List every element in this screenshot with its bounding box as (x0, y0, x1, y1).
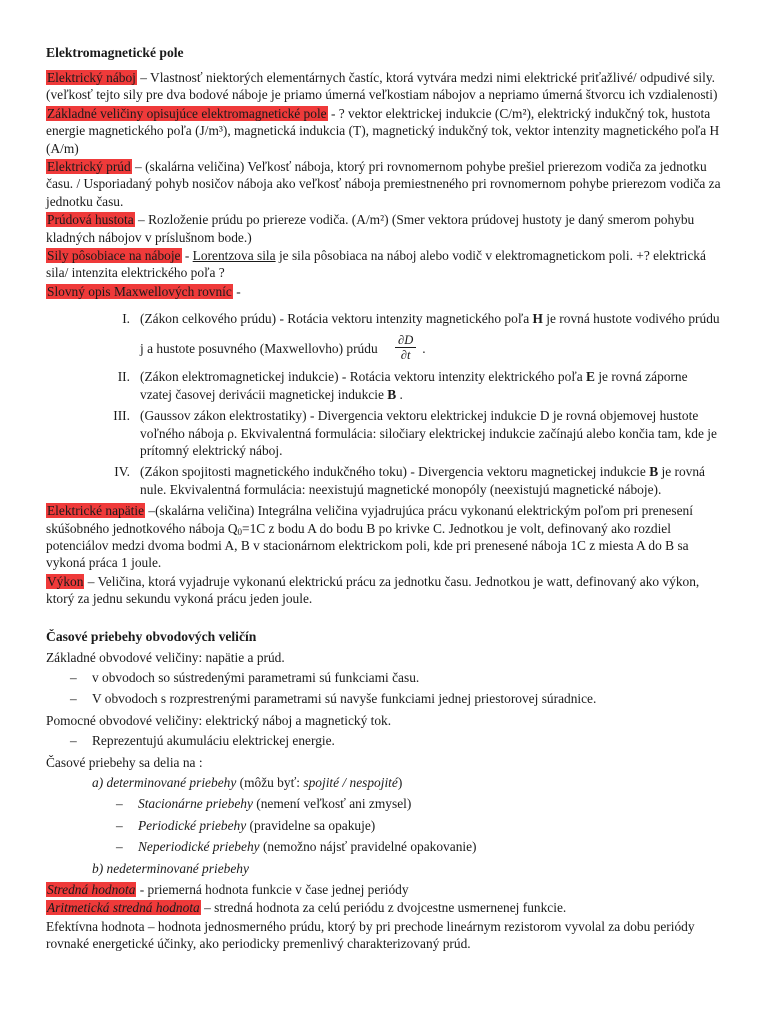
list-item (46, 368, 722, 403)
paragraph-elektricky-prud (46, 158, 722, 210)
item-text: (Zákon elektromagnetickej indukcie) - Rotácia vektoru intenzity elektrického poľa (140, 369, 587, 385)
list-item (46, 690, 722, 707)
subscript: 0 (237, 526, 243, 537)
category-options: spojité / nespojité (303, 775, 398, 790)
item-term: Neperiodické priebehy (138, 839, 260, 855)
highlighted-term: Elektrický náboj (47, 70, 136, 85)
list-item (46, 304, 722, 364)
dash-bullet: – (70, 669, 77, 685)
paragraph-zakladne-veliciny (46, 105, 722, 157)
item-text: v obvodoch so sústredenými parametrami sú funkciami času. (92, 669, 420, 685)
list-item (46, 732, 722, 749)
lorentz-link-text: Lorentzova sila (192, 248, 276, 264)
paragraph-aritmeticka-hodnota (46, 899, 722, 916)
paragraph-text: – Vlastnosť niektorých elementárnych častíc, ktorá vytvára medzi nimi elektrické priťažlivé/ odpudivé sily. (veľkosť tejto sily pre dva bodové náboje je priamo úmerná veľkostiam nábojov a nepriamo úmerná štvorcu ich vzdialenosti) (46, 70, 718, 103)
dash-list (46, 732, 722, 749)
highlighted-term: Sily pôsobiace na náboje (47, 248, 181, 264)
paragraph-text: – Veličina, ktorá vyjadruje vykonanú elektrickú prácu za jednotku času. Jednotkou je watt, definovaný ako výkon, ktorý za jednu sekundu vykoná prácu jeden joule. (46, 573, 700, 607)
list-item (46, 838, 722, 855)
paragraph-text: - (232, 283, 241, 299)
list-item (46, 407, 722, 459)
item-term: Stacionárne priebehy (138, 796, 253, 812)
dash-bullet: – (116, 817, 123, 833)
paragraph-text: –(skalárna veličina) Integrálna veličina vyjadrujúca prácu vykonanú elektrickým poľom pri prenesení skúšobného jednotkového náboja Q (46, 503, 693, 536)
highlighted-term: Stredná hodnota (47, 882, 136, 898)
item-term: Periodické priebehy (138, 817, 247, 833)
separator: - (181, 248, 193, 264)
paragraph-text: – Rozloženie prúdu po priereze vodiča. (A/m²) (Smer vektora prúdovej hustoty je daný smerom pohybu kladných nábojov v príslušnom bode.) (46, 212, 695, 245)
list-item (46, 669, 722, 686)
text-line: Časové priebehy sa delia na : (46, 754, 203, 770)
category-b: b) nedeterminované priebehy (92, 860, 249, 876)
section-heading-em-field: Elektromagnetické pole (46, 45, 184, 60)
paragraph-efektivna-hodnota: Efektívna hodnota – hodnota jednosmerného prúdu, ktorý by pri prechode lineárnym rezistorom vyvolal za dobu periódy rovnaké energetické účinky, ako periodicky premenlivý charakterizovaný prúd. (46, 918, 695, 952)
item-text: Reprezentujú akumuláciu elektrickej energie. (92, 733, 335, 749)
dash-bullet: – (70, 691, 77, 707)
item-text: (Zákon celkového prúdu) - Rotácia vektoru intenzity magnetického poľa (140, 311, 533, 327)
list-item (46, 795, 722, 812)
item-text: . (422, 341, 426, 357)
paragraph-sily (46, 247, 722, 282)
dash-bullet: – (116, 839, 123, 855)
item-text: (Gaussov zákon elektrostatiky) - Divergencia vektoru elektrickej indukcie D je rovná objemovej hustote voľného náboja ρ. Ekvivalentná formulácia: siločiary elektrickej indukcie začínajú alebo končia tam, kde je prítomný elektrický náboj. (140, 408, 717, 458)
paragraph-stredna-hodnota (46, 881, 722, 898)
paragraph-text: – stredná hodnota za celú periódu z dvojcestne usmernenej funkcie. (200, 900, 567, 916)
paragraph-elektricky-naboj (46, 69, 722, 104)
highlighted-term: Prúdová hustota (47, 212, 134, 228)
category-note: (môžu byť: (239, 775, 304, 790)
subcategory-list (46, 795, 722, 855)
dash-bullet: – (116, 796, 123, 812)
highlighted-term: Elektrické napätie (47, 503, 145, 519)
item-text: (nemení veľkosť ani zmysel) (252, 796, 412, 812)
bold-symbol: E (586, 369, 595, 385)
fraction-denominator: ∂t (400, 347, 411, 362)
paragraph-text: je sila pôsobiaca na náboj alebo vodič v elektromagnetickom poli. +? elektrická sila/ intenzita elektrického poľa ? (46, 248, 706, 281)
bold-symbol: B (649, 464, 659, 480)
paragraph-elektricke-napatie (46, 502, 722, 572)
dash-bullet: – (70, 733, 77, 749)
text-line: Pomocné obvodové veličiny: elektrický náboj a magnetický tok. (46, 712, 392, 728)
item-text: je rovná nule. Ekvivalentná formulácia: neexistujú magnetické monopóly (neexistujú magnetické náboje). (140, 464, 705, 497)
roman-numeral: III. (113, 408, 130, 424)
highlighted-term: Slovný opis Maxwellových rovníc (47, 283, 232, 299)
partial-derivative-fraction (395, 333, 416, 362)
category-label: a) determinované priebehy (92, 775, 240, 790)
paragraph-vykon (46, 573, 722, 608)
item-text: V obvodoch s rozprestrenými parametrami sú navyše funkciami jednej priestorovej súradnice. (92, 691, 597, 707)
paragraph-text: – (skalárna veličina) Veľkosť náboja, ktorý pri rovnomernom pohybe prešiel prierezom vodiča za jednotku času. / Usporiadaný pohyb nosičov náboja ako veľkosť náboja premiestneného pri rovnomernom pohybe prierezom vodiča za jednotku času. (46, 159, 721, 209)
item-text: (Zákon spojitosti magnetického indukčného toku) - Divergencia vektoru magnetickej indukcie (140, 464, 650, 480)
text-line: Základné obvodové veličiny: napätie a prúd. (46, 649, 285, 665)
paragraph-text: - priemerná hodnota funkcie v čase jednej periódy (136, 882, 409, 898)
paragraph-prudova-hustota (46, 211, 722, 246)
paragraph-maxwell-heading (46, 283, 722, 300)
item-text: . (396, 386, 403, 402)
highlighted-term: Výkon (47, 573, 84, 589)
paragraph-text: - ? vektor elektrickej indukcie (C/m²), elektrický indukčný tok, hustota energie magnetického poľa (J/m³), magnetická indukcia (T), magnetický indukčný tok, vektor intenzity magnetického poľa H (A/m) (46, 105, 720, 156)
highlighted-term: Základné veličiny opisujúce elektromagnetické pole (47, 105, 327, 121)
maxwell-equations-list (46, 304, 722, 498)
category-note: ) (397, 775, 403, 790)
item-text: (pravidelne sa opakuje) (246, 817, 376, 833)
dash-list (46, 669, 722, 708)
paragraph-text: =1C z bodu A do bodu B po krivke C. Jednotkou je volt, definovaný ako rozdiel potenciálov medzi dvoma bodmi A, B v stacionárnom elektrickom poli, kde pri prenesené náboja 1C z miesta A do B sa vykoná práca 1 joule. (46, 520, 689, 571)
item-text: je rovná záporne vzatej časovej derivácii magnetickej indukcie (140, 369, 688, 402)
highlighted-term: Elektrický prúd (47, 159, 131, 175)
roman-numeral: I. (122, 311, 130, 327)
bold-symbol: H (532, 311, 543, 327)
list-item (46, 463, 722, 498)
section-heading-casove-priebehy: Časové priebehy obvodových veličín (46, 628, 257, 644)
list-item (46, 817, 722, 834)
highlighted-term: Aritmetická stredná hodnota (47, 900, 200, 916)
category-a (46, 774, 722, 791)
item-text: (nemožno nájsť pravidelné opakovanie) (259, 839, 477, 855)
item-text: je rovná hustote vodivého prúdu j a hustote posuvného (Maxwellovho) prúdu (140, 311, 720, 357)
bold-symbol: B (387, 386, 397, 402)
roman-numeral: II. (117, 369, 130, 385)
fraction-numerator: ∂D (395, 333, 416, 348)
roman-numeral: IV. (114, 464, 130, 480)
